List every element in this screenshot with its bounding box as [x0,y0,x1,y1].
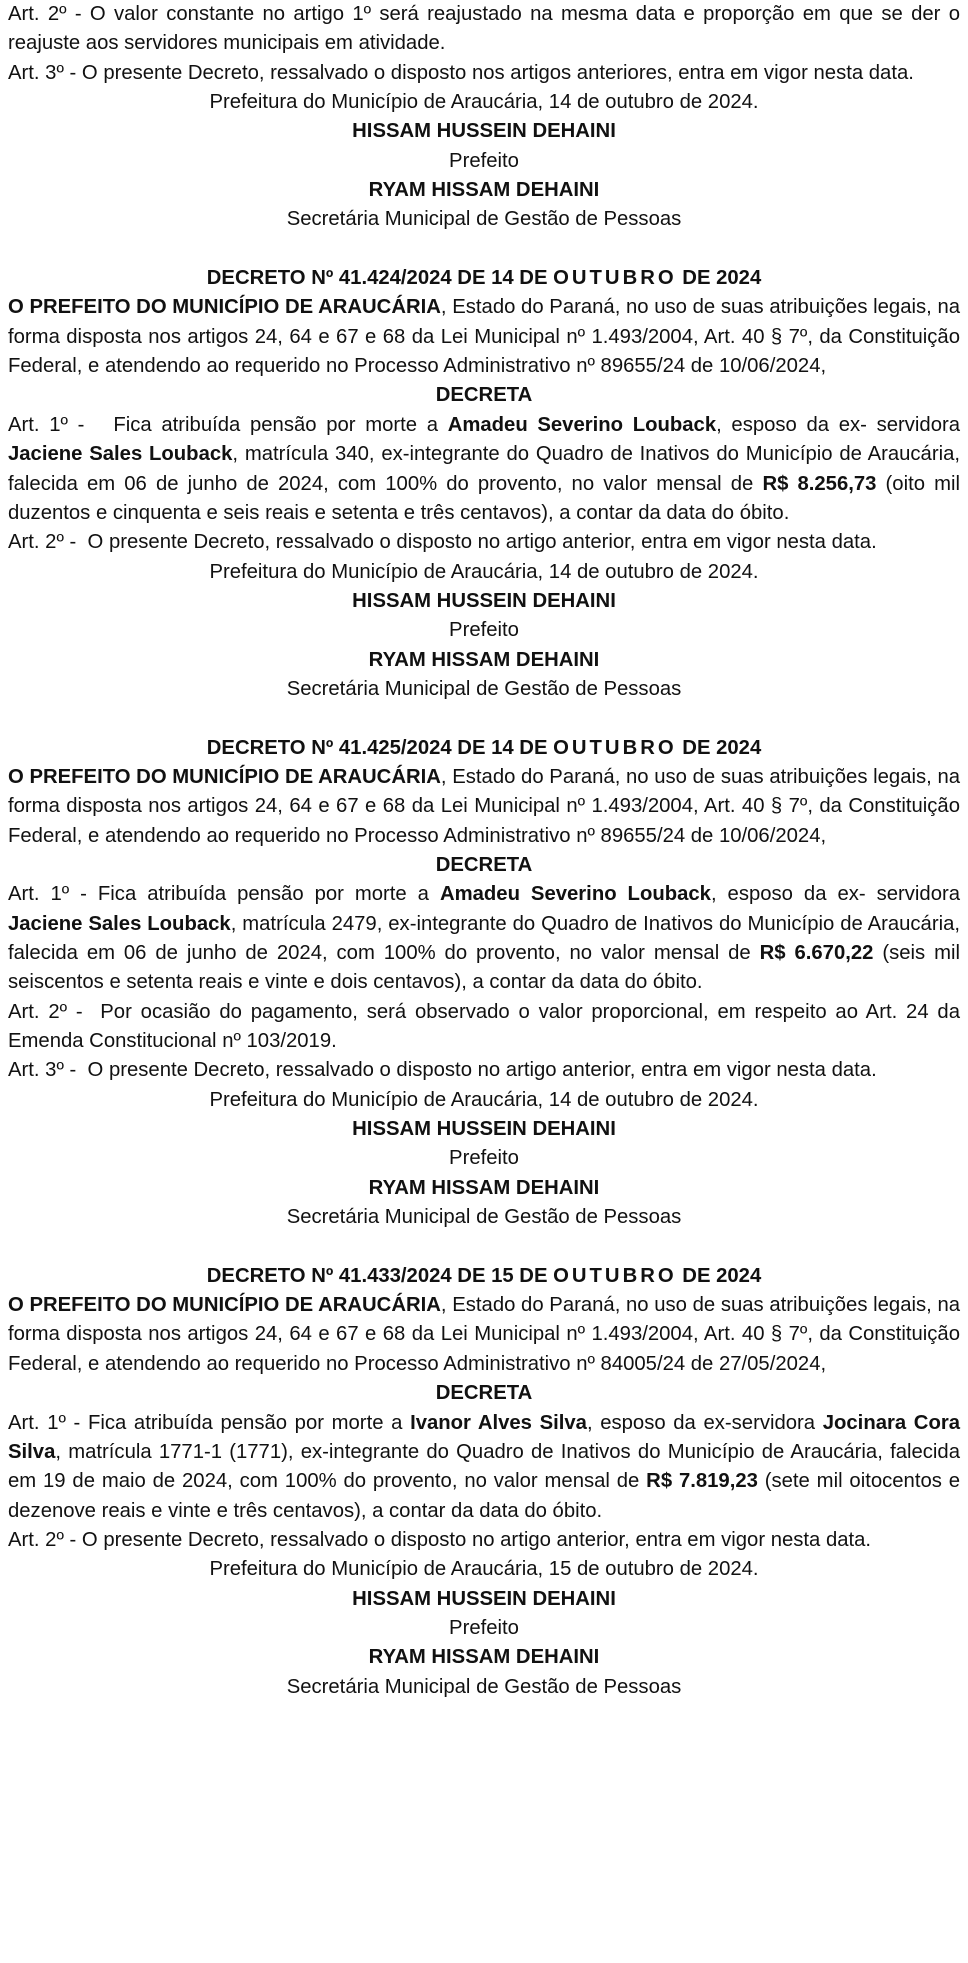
section-spacer [8,1232,960,1261]
secretary-title: Secretária Municipal de Gestão de Pessoas [286,1675,682,1698]
mayor-title: Prefeito [449,1147,519,1170]
preamble-text: , Estado do Paraná, no uso de suas atribuições legais, na forma disposta nos artigos 24, 64 e 67 e 68 da Lei Municipal nº 1.493/2004, Art. 40 § 7º, da Constituição Federal, e atendendo ao requerido no Processo Administrativo nº 89655/24 de 10/06/2024, [8,296,960,378]
servant-name: Jocinara Cora Silva [8,1411,961,1463]
heading-prefix: DECRETO Nº 41.433/2024 DE 15 DE [206,1264,548,1287]
heading-month: OUTUBRO [553,736,677,759]
decree-41424 [8,264,960,704]
secretary-title: Secretária Municipal de Gestão de Pessoas [286,677,682,700]
secretary-name: RYAM HISSAM DEHAINI [368,1646,600,1669]
decree-preamble [8,293,960,381]
article-label: Art. 2º - [8,3,82,25]
previous-decree-continuation [8,0,960,235]
decreta-heading: DECRETA [435,1382,533,1405]
article-label: Art. 1º - [8,413,85,436]
pension-amount: R$ 7.819,23 [646,1470,758,1493]
mayor-name: HISSAM HUSSEIN DEHAINI [352,1587,616,1610]
heading-suffix: DE 2024 [682,736,762,759]
article-text: O presente Decreto, ressalvado o disposto nos artigos anteriores, entra em vigor nesta data. [81,61,914,84]
article-1 [8,1409,960,1526]
decree-preamble [8,1291,960,1379]
decree-41433 [8,1262,960,1702]
article-text: , esposo da ex- servidora [710,883,961,906]
article-text: , matrícula 2479, ex-integrante do Quadro de Inativos do Município de Araucária, falecida em 06 de junho de 2024, com 100% do provento, no valor mensal de [8,912,960,964]
decreta-heading: DECRETA [435,384,533,407]
article-text: , esposo da ex- servidora [716,413,961,436]
article-label: Art. 3º - [8,1059,77,1082]
article-text: , esposo da ex-servidora [586,1411,816,1434]
beneficiary-name: Amadeu Severino Louback [447,413,717,436]
article-label: Art. 1º - [8,883,87,906]
preamble-text: , Estado do Paraná, no uso de suas atribuições legais, na forma disposta nos artigos 24, 64 e 67 e 68 da Lei Municipal nº 1.493/2004, Art. 40 § 7º, da Constituição Federal, e atendendo ao requerido no Processo Administrativo nº 89655/24 de 10/06/2024, [8,765,960,847]
article-text: O presente Decreto, ressalvado o disposto no artigo anterior, entra em vigor nesta data. [87,531,877,554]
article-label: Art. 2º - [8,1000,83,1023]
decree-heading [8,1262,960,1291]
pension-amount: R$ 6.670,22 [759,942,874,964]
servant-name: Jaciene Sales Louback [8,443,233,466]
article-text: , matrícula 1771-1 (1771), ex-integrante do Quadro de Inativos do Município de Araucária, falecida em 19 de maio de 2024, com 100% do provento, no valor mensal de [8,1440,960,1493]
decree-heading [8,734,960,763]
servant-name: Jaciene Sales Louback [8,912,231,935]
secretary-name: RYAM HISSAM DEHAINI [368,1176,600,1199]
place-date: Prefeitura do Município de Araucária, 14 de outubro de 2024. [209,1088,759,1111]
mayor-name: HISSAM HUSSEIN DEHAINI [352,589,616,612]
mayor-name: HISSAM HUSSEIN DEHAINI [352,1118,616,1141]
article-label: Art. 2º - [8,531,77,554]
section-spacer [8,704,960,733]
article-text: (sete mil oitocentos e dezenove reais e vinte e três centavos), a contar da data do óbito. [8,1470,961,1522]
place-date: Prefeitura do Município de Araucária, 15 de outubro de 2024. [209,1558,759,1581]
secretary-title: Secretária Municipal de Gestão de Pessoas [286,1206,682,1229]
article-1 [8,880,960,997]
heading-suffix: DE 2024 [682,267,762,290]
pension-amount: R$ 8.256,73 [762,472,877,495]
mayor-title: Prefeito [449,149,519,172]
decree-preamble [8,763,960,851]
article-text: O presente Decreto, ressalvado o disposto no artigo anterior, entra em vigor nesta data. [87,1059,877,1082]
secretary-title: Secretária Municipal de Gestão de Pessoas [286,208,682,231]
article-text: O presente Decreto, ressalvado o disposto no artigo anterior, entra em vigor nesta data. [81,1528,872,1551]
secretary-name: RYAM HISSAM DEHAINI [368,179,600,202]
article-label: Art. 3º - [8,61,77,84]
article-1 [8,411,960,528]
mayor-title: Prefeito [449,619,519,642]
article-2 [8,0,960,59]
place-date: Prefeitura do Município de Araucária, 14 de outubro de 2024. [209,560,759,583]
heading-month: OUTUBRO [553,267,677,290]
decree-41425 [8,734,960,1233]
beneficiary-name: Amadeu Severino Louback [439,883,711,906]
decree-heading [8,264,960,293]
article-label: Art. 2º - [8,1528,77,1551]
article-text: (seis mil seiscentos e setenta reais e vinte e dois centavos), a contar da data do óbito. [8,942,960,994]
article-2 [8,528,960,557]
article-text: Por ocasião do pagamento, será observado o valor proporcional, em respeito ao Art. 24 da Emenda Constitucional nº 103/2019. [8,1000,960,1053]
preamble-authority: O PREFEITO DO MUNICÍPIO DE ARAUCÁRIA [8,1294,441,1317]
article-2 [8,998,960,1057]
section-spacer [8,235,960,264]
secretary-name: RYAM HISSAM DEHAINI [368,648,600,671]
preamble-authority: O PREFEITO DO MUNICÍPIO DE ARAUCÁRIA [8,765,441,788]
article-text: Fica atribuída pensão por morte a [97,883,429,906]
heading-month: OUTUBRO [553,1264,677,1287]
article-label: Art. 1º - [8,1411,81,1434]
article-2 [8,1526,960,1555]
article-text: O valor constante no artigo 1º será reajustado na mesma data e proporção em que se der o reajuste aos servidores municipais em atividade. [8,3,960,55]
article-3 [8,1056,960,1085]
article-text: Fica atribuída pensão por morte a [113,413,438,436]
mayor-name: HISSAM HUSSEIN DEHAINI [352,120,616,143]
article-text: (oito mil duzentos e cinquenta e seis reais e setenta e três centavos), a contar da data do óbito. [8,472,960,524]
article-3 [8,59,960,88]
heading-suffix: DE 2024 [682,1264,762,1287]
place-date: Prefeitura do Município de Araucária, 14 de outubro de 2024. [209,91,759,114]
preamble-text: , Estado do Paraná, no uso de suas atribuições legais, na forma disposta nos artigos 24, 64 e 67 e 68 da Lei Municipal nº 1.493/2004, Art. 40 § 7º, da Constituição Federal, e atendendo ao requerido no Processo Administrativo nº 84005/24 de 27/05/2024, [8,1294,960,1375]
decreta-heading: DECRETA [435,853,533,876]
heading-prefix: DECRETO Nº 41.425/2024 DE 14 DE [206,736,548,759]
preamble-authority: O PREFEITO DO MUNICÍPIO DE ARAUCÁRIA [8,296,441,319]
beneficiary-name: Ivanor Alves Silva [410,1411,587,1434]
mayor-title: Prefeito [449,1616,519,1639]
article-text: , matrícula 340, ex-integrante do Quadro de Inativos do Município de Araucária, falecida em 06 de junho de 2024, com 100% do provento, no valor mensal de [8,443,960,495]
article-text: Fica atribuída pensão por morte a [87,1411,403,1434]
heading-prefix: DECRETO Nº 41.424/2024 DE 14 DE [206,267,548,290]
